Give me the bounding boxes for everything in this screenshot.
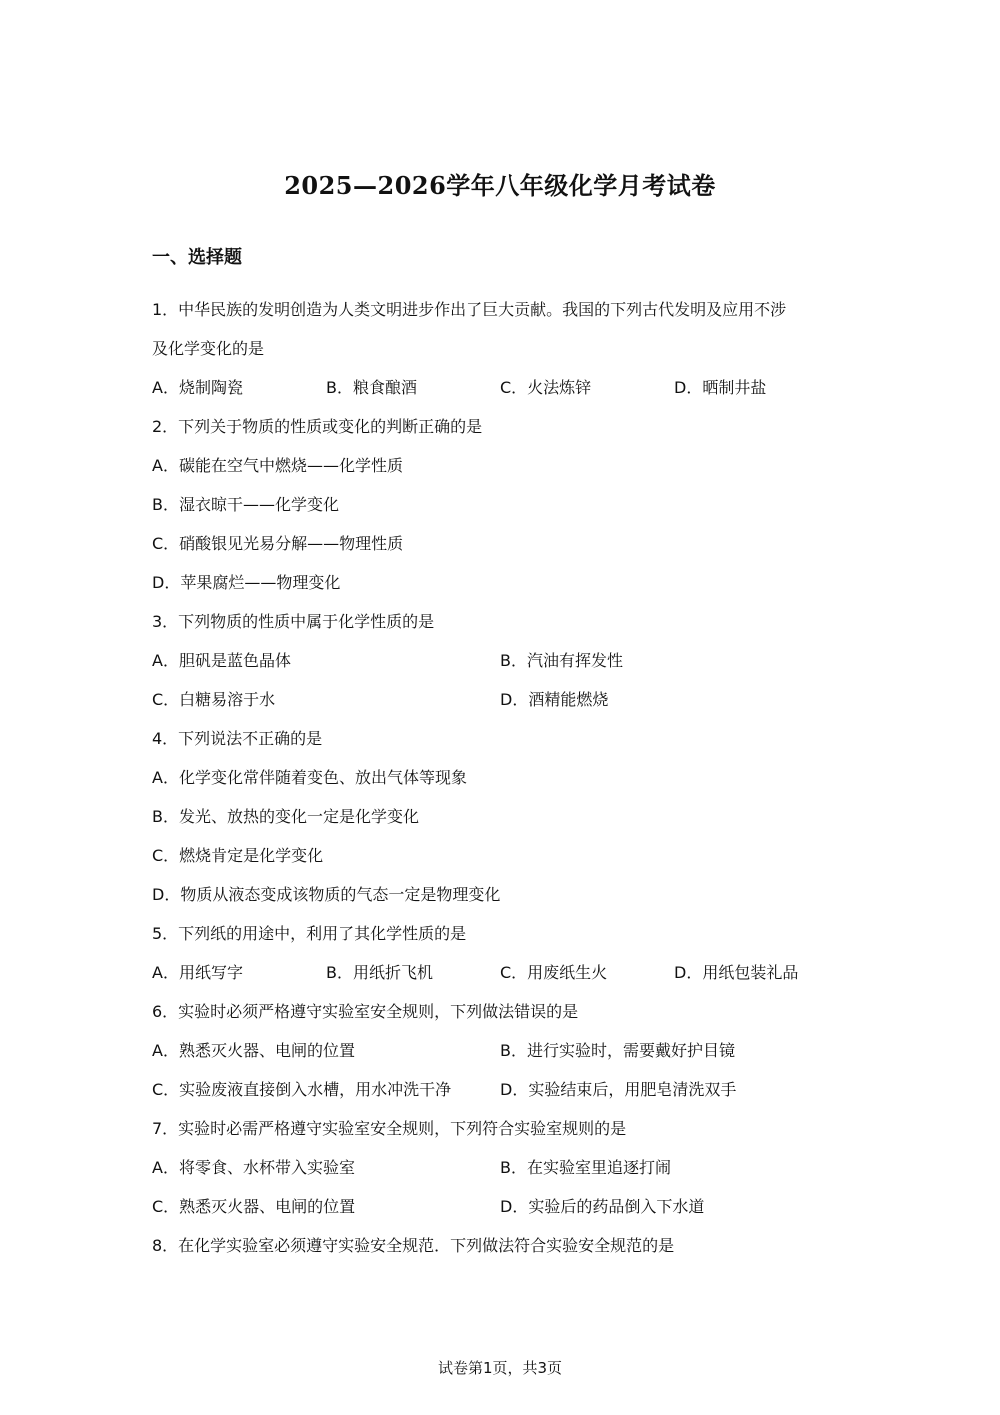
- question-7-option-d: D．实验后的药品倒入下水道: [500, 1197, 705, 1216]
- question-3-stem: 3．下列物质的性质中属于化学性质的是: [152, 612, 435, 631]
- question-1-option-d: D．晒制井盐: [674, 378, 767, 397]
- question-7-option-b: B．在实验室里追逐打闹: [500, 1158, 671, 1177]
- question-2-option-a: A．碳能在空气中燃烧——化学性质: [152, 456, 403, 475]
- question-2: [152, 407, 852, 602]
- question-1-option-b: B．粮食酿酒: [326, 378, 417, 397]
- question-2-option-c: C．硝酸银见光易分解——物理性质: [152, 534, 404, 553]
- question-3-options: [152, 641, 852, 719]
- question-1-stem-line-2: 及化学变化的是: [152, 339, 265, 358]
- question-6-options: [152, 1031, 852, 1109]
- question-6-option-c: C．实验废液直接倒入水槽，用水冲洗干净: [152, 1080, 452, 1099]
- question-8: [152, 1226, 852, 1265]
- question-6-option-b: B．进行实验时，需要戴好护目镜: [500, 1041, 735, 1060]
- page-title: 2025—2026学年八年级化学月考试卷: [284, 171, 716, 200]
- question-4-option-a: A．化学变化常伴随着变色、放出气体等现象: [152, 768, 467, 787]
- question-8-stem: 8．在化学实验室必须遵守实验安全规范．下列做法符合实验安全规范的是: [152, 1236, 675, 1255]
- question-7-stem: 7．实验时必需严格遵守实验室安全规则，下列符合实验室规则的是: [152, 1119, 627, 1138]
- question-6: [152, 992, 852, 1109]
- question-6-option-a: A．熟悉灭火器、电闸的位置: [152, 1041, 355, 1060]
- question-4-option-c: C．燃烧肯定是化学变化: [152, 846, 324, 865]
- question-5-option-d: D．用纸包装礼品: [674, 963, 799, 982]
- question-3-option-b: B．汽油有挥发性: [500, 651, 623, 670]
- question-5: [152, 914, 852, 992]
- question-5-option-a: A．用纸写字: [152, 963, 243, 982]
- question-7-option-a: A．将零食、水杯带入实验室: [152, 1158, 355, 1177]
- question-4-option-d: D．物质从液态变成该物质的气态一定是物理变化: [152, 885, 501, 904]
- question-7-option-c: C．熟悉灭火器、电闸的位置: [152, 1197, 356, 1216]
- question-2-stem: 2．下列关于物质的性质或变化的判断正确的是: [152, 417, 483, 436]
- question-6-stem: 6．实验时必须严格遵守实验室安全规则，下列做法错误的是: [152, 1002, 579, 1021]
- page-footer: 试卷第1页，共3页: [437, 1359, 563, 1377]
- question-2-option-d: D．苹果腐烂——物理变化: [152, 573, 341, 592]
- question-5-option-b: B．用纸折飞机: [326, 963, 433, 982]
- question-3: [152, 602, 852, 719]
- question-5-stem: 5．下列纸的用途中，利用了其化学性质的是: [152, 924, 467, 943]
- question-3-option-d: D．酒精能燃烧: [500, 690, 609, 709]
- question-3-option-c: C．白糖易溶于水: [152, 690, 276, 709]
- question-3-option-a: A．胆矾是蓝色晶体: [152, 651, 291, 670]
- question-1-option-c: C．火法炼锌: [500, 378, 592, 397]
- question-list: [152, 290, 852, 1265]
- question-7-options: [152, 1148, 852, 1226]
- question-4: [152, 719, 852, 914]
- question-5-option-c: C．用废纸生火: [500, 963, 608, 982]
- question-4-stem: 4．下列说法不正确的是: [152, 729, 323, 748]
- question-1: [152, 290, 852, 407]
- question-4-option-b: B．发光、放热的变化一定是化学变化: [152, 807, 419, 826]
- question-5-options: [152, 953, 852, 992]
- question-1-option-a: A．烧制陶瓷: [152, 378, 243, 397]
- question-6-option-d: D．实验结束后，用肥皂清洗双手: [500, 1080, 737, 1099]
- question-1-stem-line-1: 1．中华民族的发明创造为人类文明进步作出了巨大贡献。我国的下列古代发明及应用不涉: [152, 300, 787, 319]
- question-2-option-b: B．湿衣晾干——化学变化: [152, 495, 339, 514]
- section-heading: 一、选择题: [152, 247, 242, 268]
- question-7: [152, 1109, 852, 1226]
- question-1-options: [152, 368, 852, 407]
